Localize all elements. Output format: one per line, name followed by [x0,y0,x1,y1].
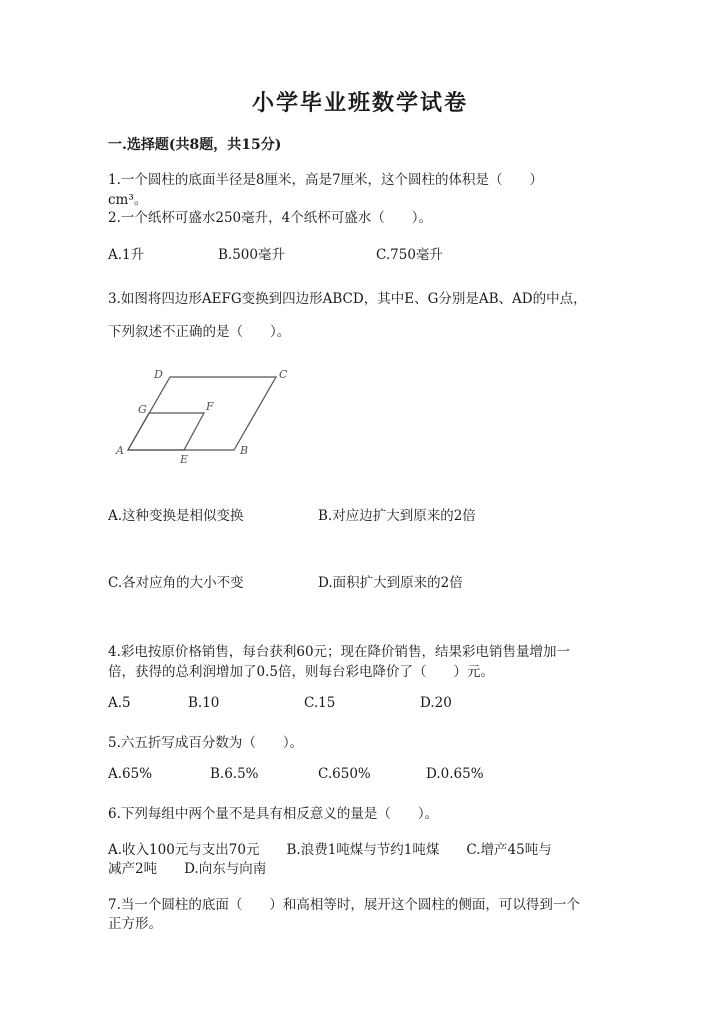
question-2-option-a[interactable]: A.1升 [108,247,145,263]
question-3-option-b[interactable]: B.对应边扩大到原来的2倍 [318,508,476,524]
question-1-line-2: cm³。 [108,192,148,208]
question-2-option-b[interactable]: B.500毫升 [218,247,285,263]
question-5-text: 5.六五折写成百分数为（ ）。 [108,735,304,751]
question-4-option-b[interactable]: B.10 [188,695,220,711]
point-label-g: G [138,403,147,416]
question-3-option-a[interactable]: A.这种变换是相似变换 [108,508,244,524]
point-label-a: A [116,444,124,457]
question-6-text: 6.下列每组中两个量不是具有相反意义的量是（ ）。 [108,806,439,822]
question-5-option-d[interactable]: D.0.65% [426,766,484,782]
quadrilateral-aefg [128,413,204,450]
point-label-b: B [240,444,249,457]
point-label-c: C [279,368,288,381]
question-4-option-a[interactable]: A.5 [108,695,131,711]
question-4-line-2: 倍，获得的总利润增加了0.5倍，则每台彩电降价了（ ）元。 [108,664,494,680]
quadrilateral-figure [108,362,298,470]
question-3-option-d[interactable]: D.面积扩大到原来的2倍 [318,575,463,591]
question-6-options-line-2[interactable]: 减产2吨 D.向东与向南 [108,861,267,877]
question-5-option-a[interactable]: A.65% [108,766,153,782]
question-7-line-2: 正方形。 [108,916,162,932]
point-label-d: D [154,368,163,381]
question-6-options-line-1[interactable]: A.收入100元与支出70元 B.浪费1吨煤与节约1吨煤 C.增产45吨与 [108,842,552,858]
question-3-line-2: 下列叙述不正确的是（ ）。 [108,324,291,340]
page-title: 小学毕业班数学试卷 [251,90,468,116]
point-label-f: F [206,400,214,413]
question-4-option-c[interactable]: C.15 [304,695,336,711]
section-heading: 一.选择题(共8题，共15分) [108,137,282,153]
question-1-line-1: 1.一个圆柱的底面半径是8厘米，高是7厘米，这个圆柱的体积是（ ） [108,172,544,188]
question-5-option-b[interactable]: B.6.5% [210,766,259,782]
point-label-e: E [180,453,189,466]
question-4-option-d[interactable]: D.20 [420,695,452,711]
question-7-line-1: 7.当一个圆柱的底面（ ）和高相等时，展开这个圆柱的侧面，可以得到一个 [108,897,580,913]
question-3-line-1: 3.如图将四边形AEFG变换到四边形ABCD，其中E、G分别是AB、AD的中点， [108,291,587,307]
question-4-line-1: 4.彩电按原价格销售，每台获利60元；现在降价销售，结果彩电销售量增加一 [108,644,571,660]
question-2-text: 2.一个纸杯可盛水250毫升，4个纸杯可盛水（ ）。 [108,210,432,226]
question-5-option-c[interactable]: C.650% [318,766,371,782]
question-2-option-c[interactable]: C.750毫升 [376,247,443,263]
question-3-option-c[interactable]: C.各对应角的大小不变 [108,575,244,591]
